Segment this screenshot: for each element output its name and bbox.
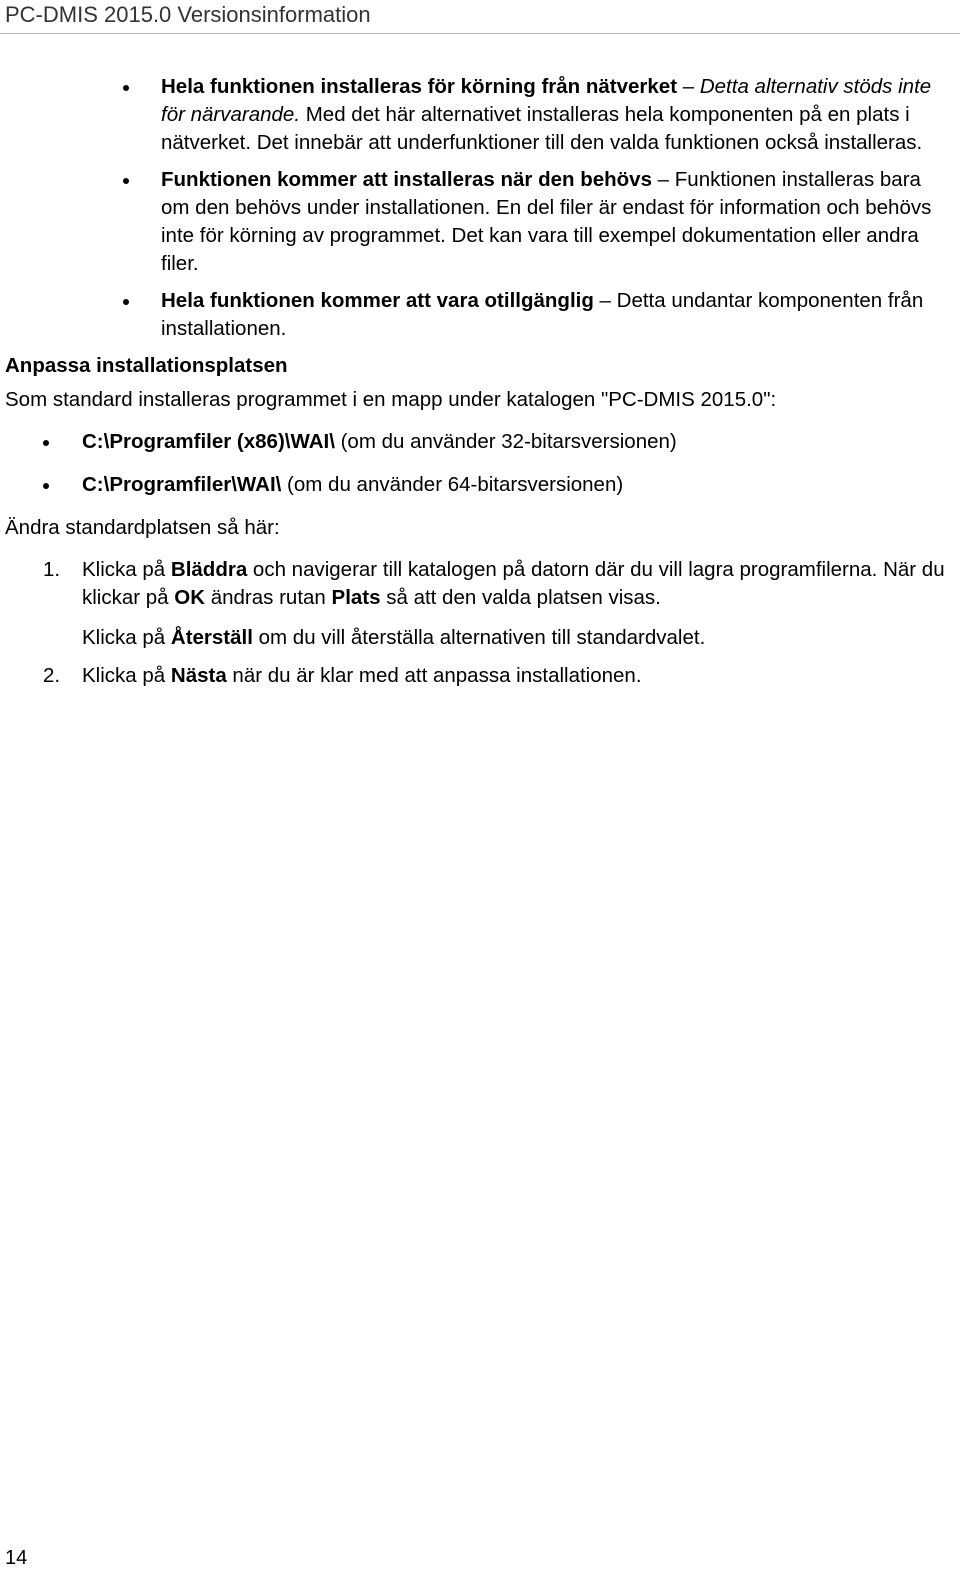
em-dash: –: [593, 289, 617, 312]
page-header-title: PC-DMIS 2015.0 Versionsinformation: [5, 2, 371, 27]
reset-label: Återställ: [170, 626, 253, 649]
install-path: C:\Programfiler (x86)\WAI\: [82, 430, 335, 453]
option-title: Funktionen kommer att installeras när den behövs: [161, 168, 652, 191]
install-options-list: [5, 73, 950, 343]
step-item-1: [5, 556, 950, 652]
section-intro: Som standard installeras programmet i en mapp under katalogen "PC-DMIS 2015.0":: [5, 388, 777, 411]
list-item-path-64bit: [5, 471, 950, 499]
step-text: så att den valda platsen visas.: [380, 586, 661, 609]
document-body: [5, 73, 950, 700]
bullet-icon: [123, 178, 129, 184]
path-note: (om du använder 32-bitarsversionen): [334, 430, 677, 453]
step-number: 1.: [43, 558, 61, 581]
step-text: och navigerar till katalogen på datorn där du vill lagra programfilerna. När du klickar på: [82, 558, 945, 609]
option-description: Funktionen installeras bara om den behövs under installationen. En del filer är endast för information och behövs inte för körning av programmet. Det kan vara till exempel dokumentation eller andra filer.: [161, 168, 932, 275]
step-text: Klicka på: [82, 626, 171, 649]
bullet-icon: [123, 299, 129, 305]
list-item-option-unavailable: [5, 287, 950, 343]
page-number: 14: [5, 1547, 28, 1569]
option-title: Hela funktionen kommer att vara otillgänglig: [161, 289, 594, 312]
next-label: Nästa: [170, 664, 227, 687]
step-number: 2.: [43, 664, 61, 687]
install-path: C:\Programfiler\WAI\: [82, 473, 282, 496]
steps-list: [5, 556, 950, 690]
list-item-path-32bit: [5, 428, 950, 456]
list-item-option-on-demand: [5, 166, 950, 278]
step-text: ändras rutan: [205, 586, 332, 609]
option-description: Med det här alternativet installeras hela komponenten på en plats i nätverket. Det innebär att underfunktioner till den valda funktionen också installeras.: [161, 103, 923, 154]
browse-label: Bläddra: [170, 558, 248, 581]
location-label: Plats: [331, 586, 381, 609]
step-text: Klicka på: [82, 558, 171, 581]
header-divider: [0, 33, 960, 34]
ok-label: OK: [174, 586, 206, 609]
section-heading: Anpassa installationsplatsen: [5, 354, 288, 377]
path-note: (om du använder 64-bitarsversionen): [281, 473, 624, 496]
step-item-2: [5, 662, 950, 690]
step-text: Klicka på: [82, 664, 171, 687]
change-location-intro: Ändra standardplatsen så här:: [5, 516, 280, 539]
step-text: om du vill återställa alternativen till standardvalet.: [252, 626, 706, 649]
em-dash: –: [677, 75, 700, 98]
option-description: Detta undantar komponenten från installationen.: [161, 289, 924, 340]
step-subparagraph: [82, 624, 950, 652]
em-dash: –: [651, 168, 675, 191]
bullet-icon: [43, 440, 49, 446]
option-note: Detta alternativ stöds inte för närvarande.: [161, 75, 932, 126]
bullet-icon: [123, 85, 129, 91]
step-text: när du är klar med att anpassa installationen.: [226, 664, 642, 687]
list-item-option-network: [5, 73, 950, 157]
bullet-icon: [43, 483, 49, 489]
option-title: Hela funktionen installeras för körning från nätverket: [161, 75, 678, 98]
install-paths-list: [5, 428, 950, 499]
